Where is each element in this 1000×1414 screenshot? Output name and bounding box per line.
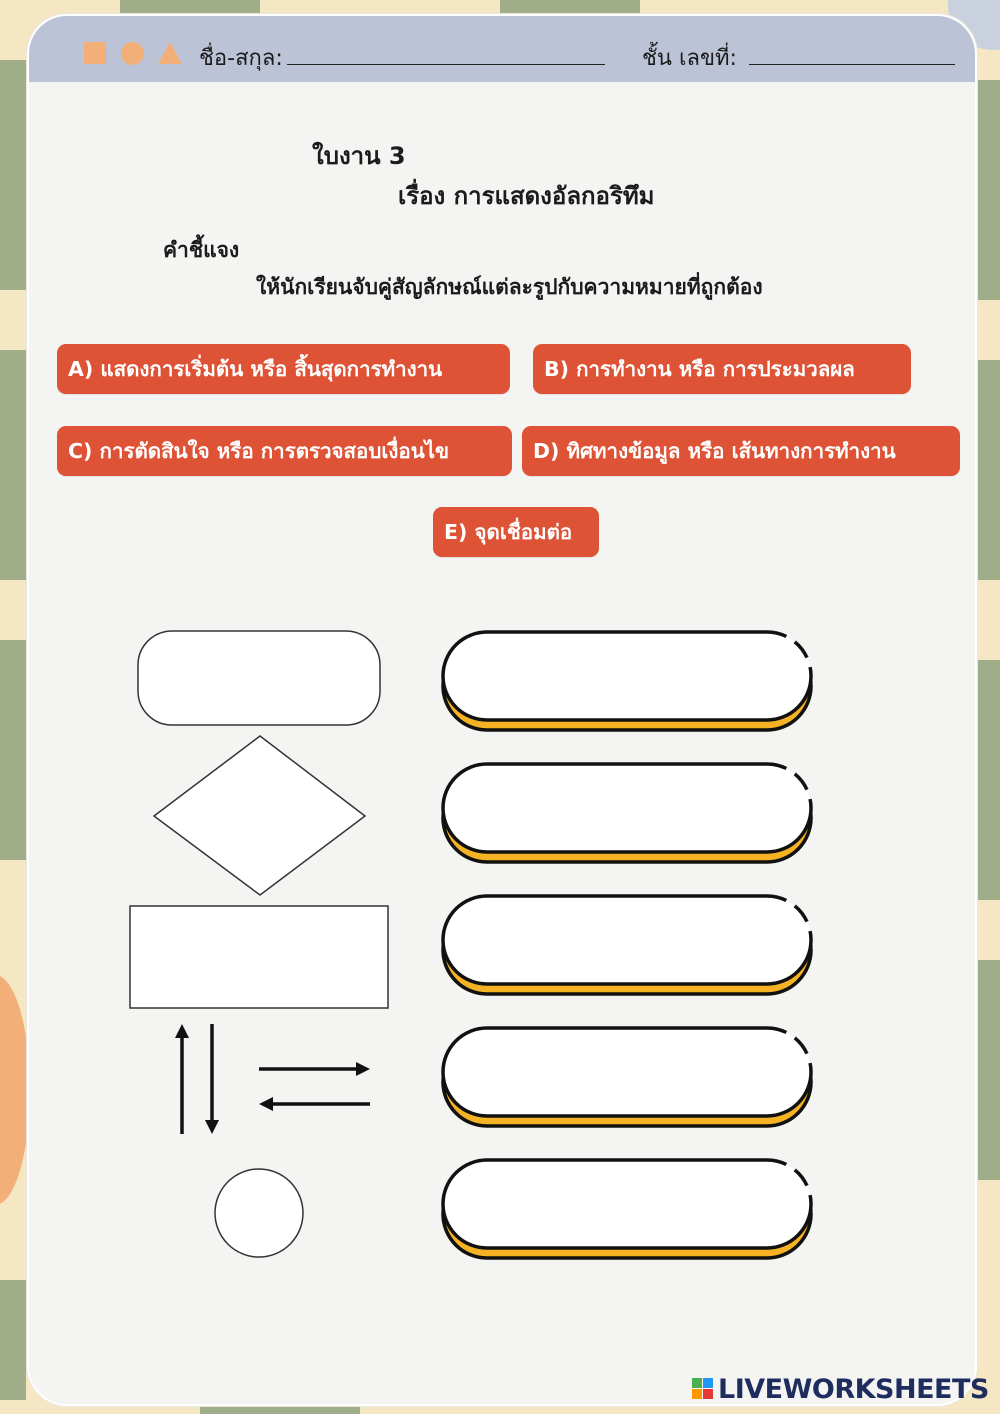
instructions-text: ให้นักเรียนจับคู่สัญลักษณ์แต่ละรูปกับความหมายที่ถูกต้อง [256, 275, 763, 299]
answer-box-5[interactable] [443, 1160, 811, 1258]
answer-box-4[interactable] [443, 1028, 811, 1126]
answer-box-1[interactable] [443, 632, 811, 730]
option-b-chip[interactable]: B) การทำงาน หรือ การประมวลผล [533, 344, 911, 394]
option-a-chip[interactable]: A) แสดงการเริ่มต้น หรือ สิ้นสุดการทำงาน [57, 344, 510, 394]
answer-box-field [443, 632, 811, 720]
answer-box-field [443, 1160, 811, 1248]
name-label: ชื่อ-สกุล: [199, 46, 283, 71]
class-number-label: ชั้น เลขที่: [642, 46, 737, 71]
instructions-heading: คำชี้แจง [163, 238, 240, 262]
liveworksheets-logo: LIVEWORKSHEETS [718, 1374, 989, 1405]
liveworksheets-logo-icon [692, 1378, 714, 1400]
answer-box-2[interactable] [443, 764, 811, 862]
option-c-chip[interactable]: C) การตัดสินใจ หรือ การตรวจสอบเงื่อนไข [57, 426, 512, 476]
answer-box-3[interactable] [443, 896, 811, 994]
answer-box-field [443, 1028, 811, 1116]
answer-box-field [443, 764, 811, 852]
answer-box-field [443, 896, 811, 984]
option-d-chip[interactable]: D) ทิศทางข้อมูล หรือ เส้นทางการทำงาน [522, 426, 960, 476]
option-e-chip[interactable]: E) จุดเชื่อมต่อ [433, 507, 599, 557]
worksheet-number: ใบงาน 3 [312, 142, 406, 170]
worksheet-topic: เรื่อง การแสดงอัลกอริทึม [398, 182, 655, 210]
